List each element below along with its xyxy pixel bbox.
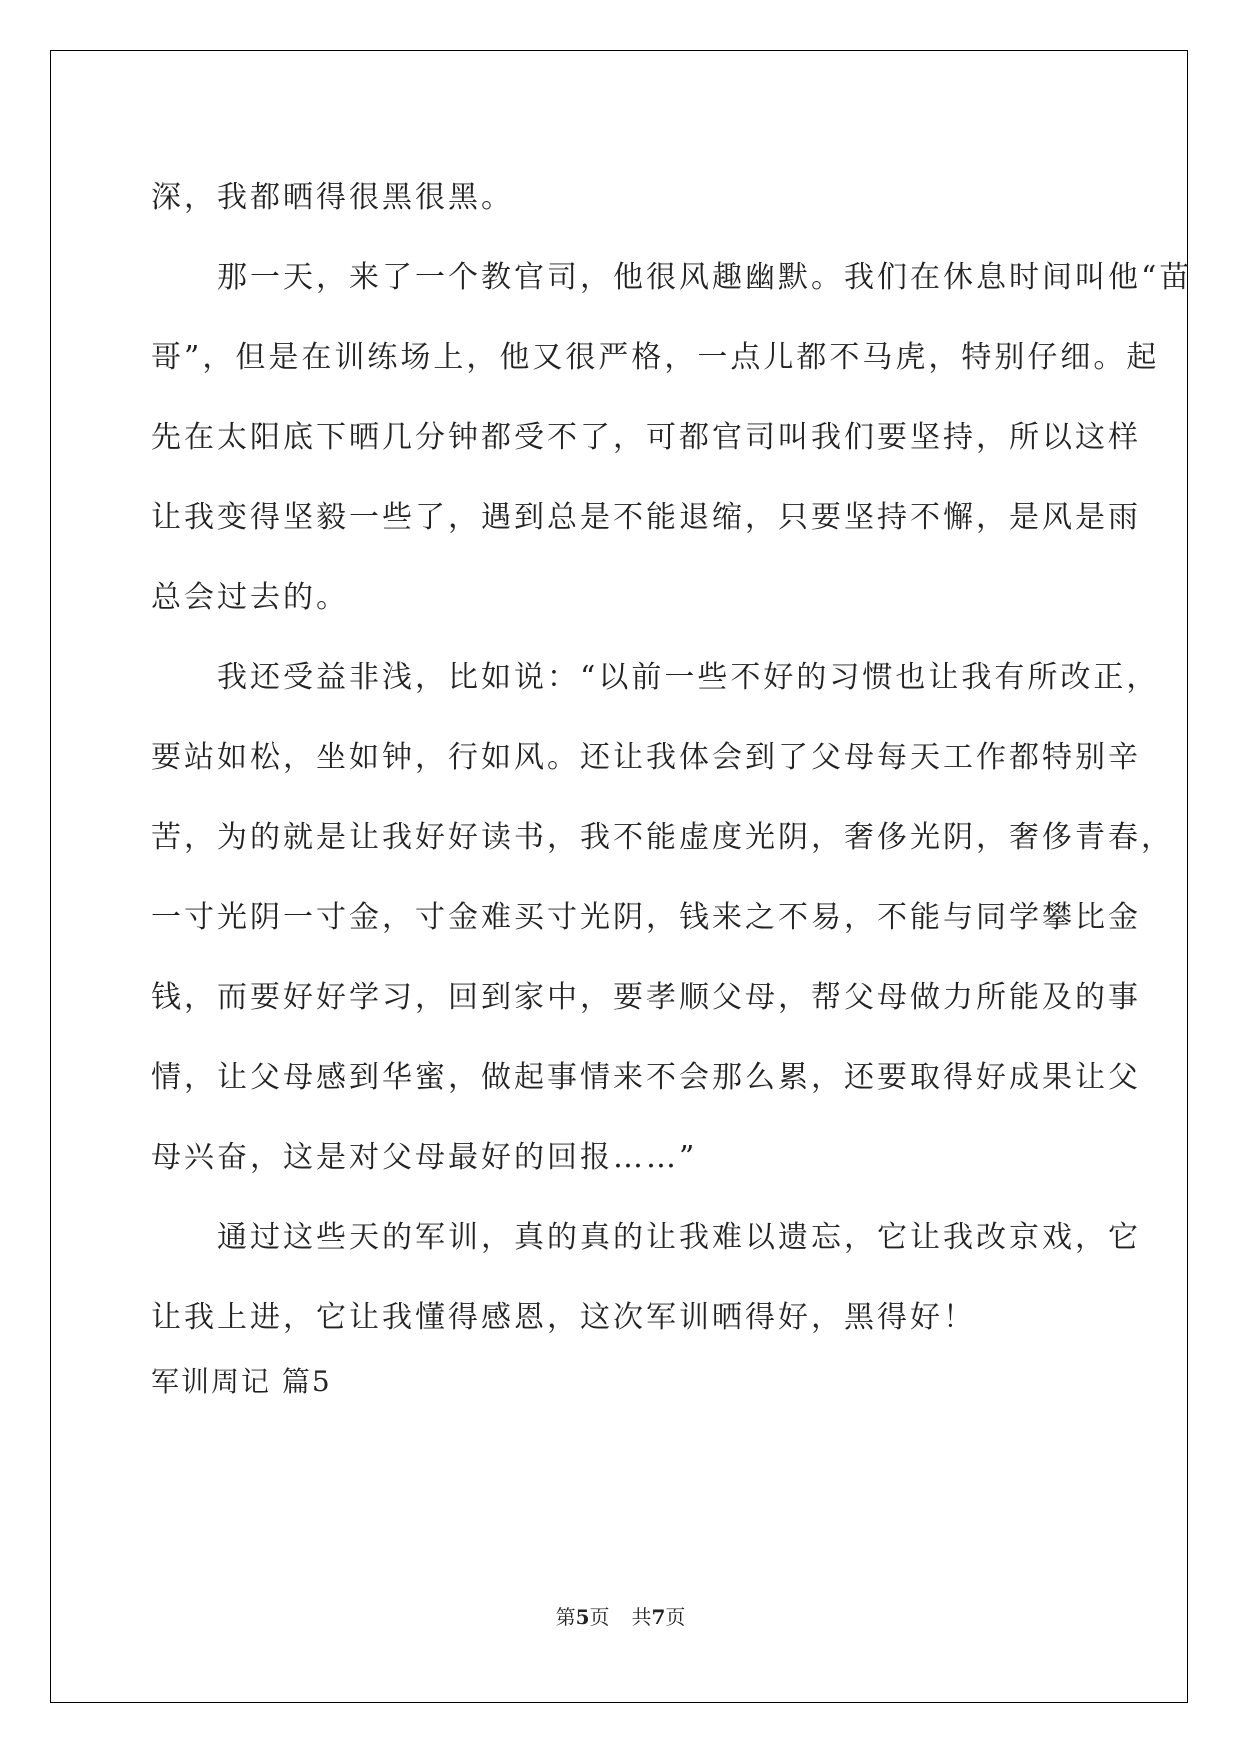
current-page-number: 5 [575, 1605, 590, 1629]
text-line: 情，让父母感到华蜜，做起事情来不会那么累，还要取得好成果让父 [151, 1060, 1141, 1095]
section-heading: 军训周记 篇5 [151, 1365, 332, 1398]
text-line: 苦，为的就是让我好好读书，我不能虚度光阴，奢侈光阴，奢侈青春， [151, 820, 1174, 855]
page-footer [0, 1601, 1241, 1630]
text-line: 深，我都晒得很黑很黑。 [151, 180, 514, 215]
text-line: 让我上进，它让我懂得感恩，这次军训晒得好，黑得好！ [151, 1300, 976, 1335]
text-line: 我还受益非浅，比如说：“以前一些不好的习惯也让我有所改正， [151, 660, 1160, 695]
text-line: 先在太阳底下晒几分钟都受不了，可都官司叫我们要坚持，所以这样 [151, 420, 1141, 455]
text-line: 那一天，来了一个教官司，他很风趣幽默。我们在休息时间叫他“苗 [151, 260, 1193, 295]
document-body [151, 158, 1193, 1414]
text-line: 要站如松，坐如钟，行如风。还让我体会到了父母每天工作都特别辛 [151, 740, 1141, 775]
text-line: 一寸光阴一寸金，寸金难买寸光阴，钱来之不易，不能与同学攀比金 [151, 900, 1141, 935]
text-line: 让我变得坚毅一些了，遇到总是不能退缩，只要坚持不懈，是风是雨 [151, 500, 1141, 535]
footer-total-prefix: 共 [631, 1605, 652, 1629]
footer-page-suffix: 页 [589, 1605, 610, 1629]
text-line: 钱，而要好好学习，回到家中，要孝顺父母，帮父母做力所能及的事 [151, 980, 1141, 1015]
total-page-count: 7 [651, 1605, 666, 1629]
footer-total-suffix: 页 [665, 1605, 686, 1629]
text-line: 哥”，但是在训练场上，他又很严格，一点儿都不马虎，特别仔细。起 [151, 340, 1160, 375]
text-line: 通过这些天的军训，真的真的让我难以遗忘，它让我改京戏，它 [151, 1220, 1141, 1255]
footer-prefix: 第 [555, 1605, 576, 1629]
text-line: 母兴奋，这是对父母最好的回报……” [151, 1140, 698, 1175]
text-line: 总会过去的。 [151, 580, 349, 615]
